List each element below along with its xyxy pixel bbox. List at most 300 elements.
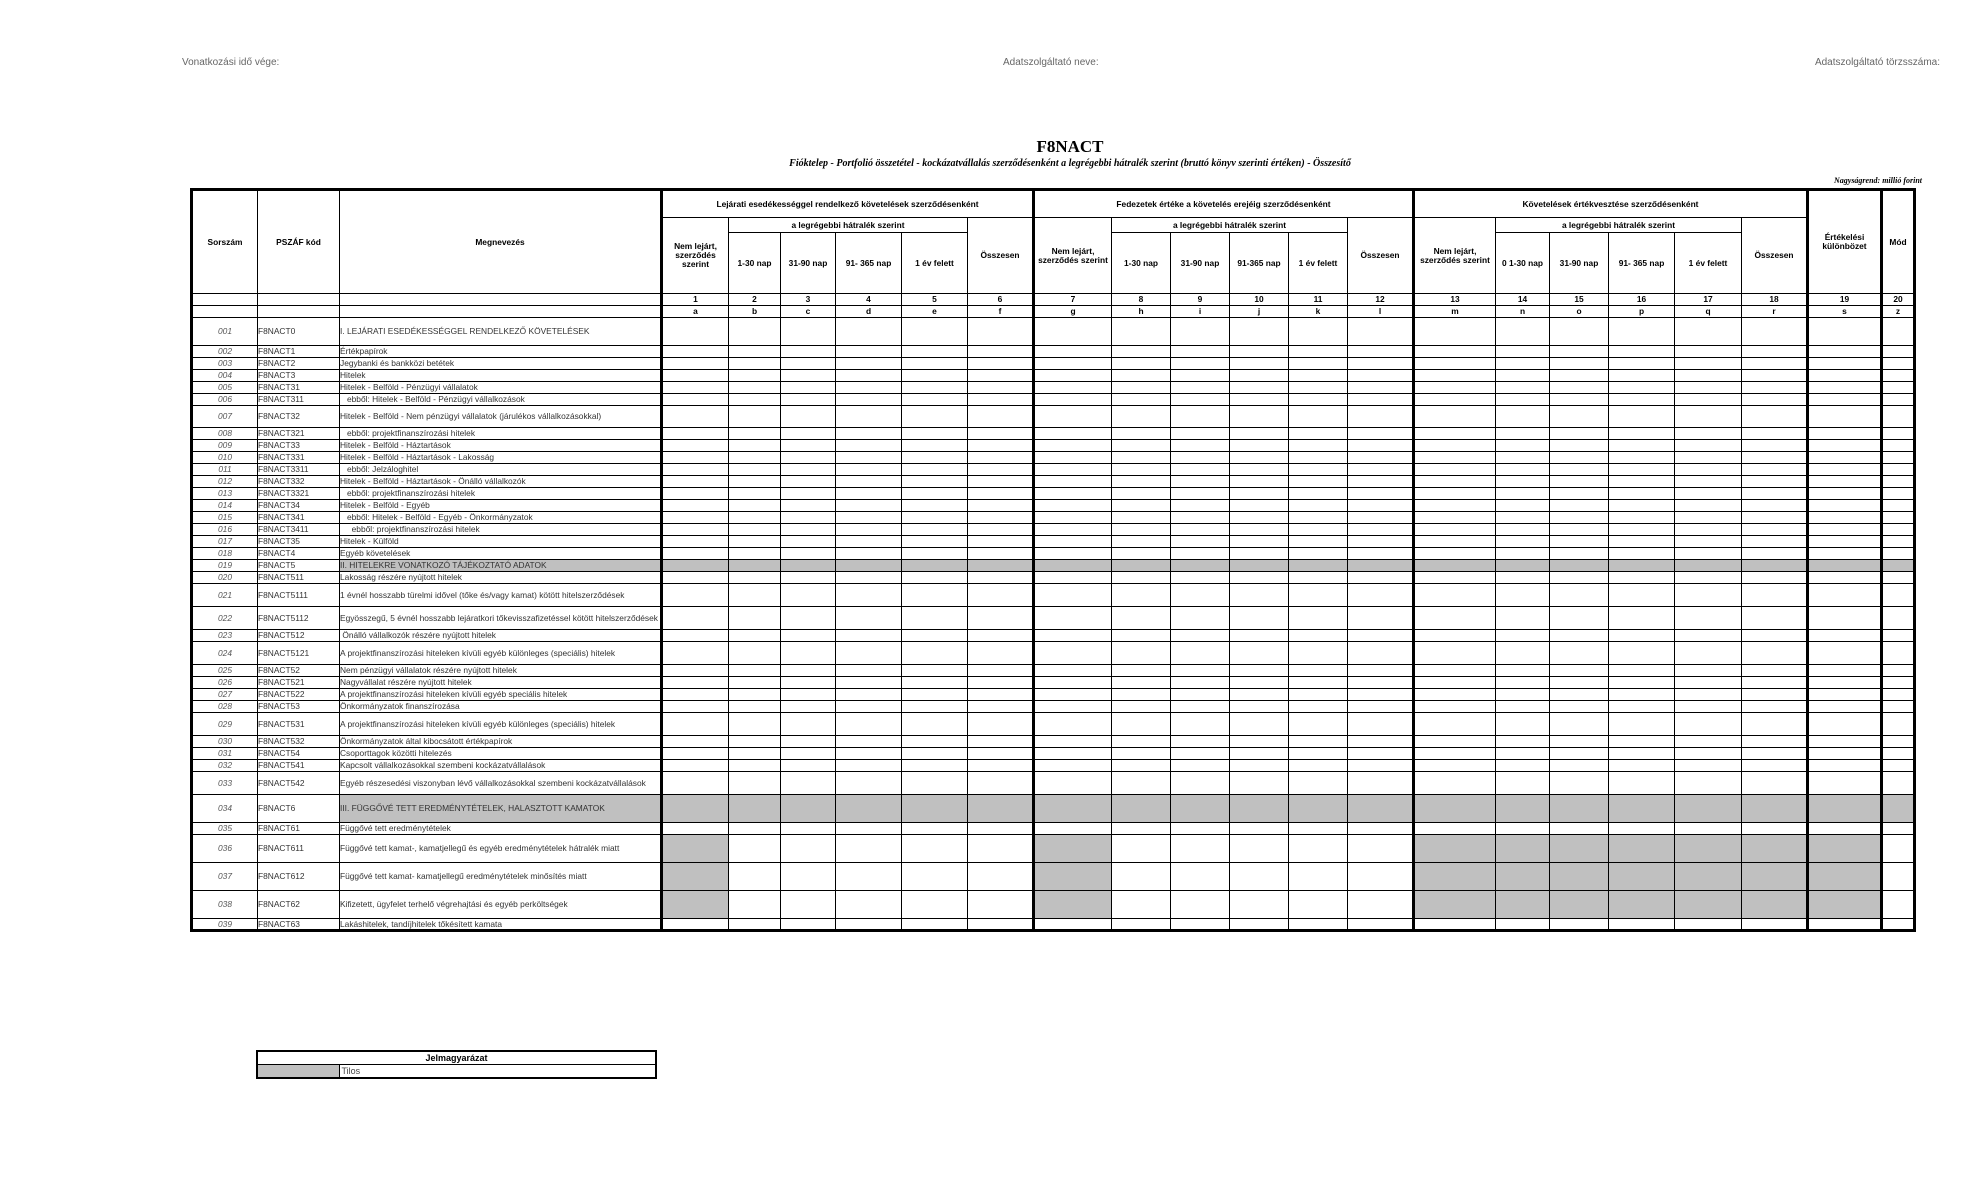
- input-cell[interactable]: [902, 488, 968, 500]
- input-cell[interactable]: [1348, 736, 1414, 748]
- input-cell[interactable]: [1289, 572, 1348, 584]
- input-cell[interactable]: [1112, 464, 1171, 476]
- input-cell[interactable]: [968, 760, 1034, 772]
- input-cell[interactable]: [1675, 370, 1742, 382]
- input-cell[interactable]: [1496, 919, 1550, 931]
- input-cell[interactable]: [1609, 919, 1675, 931]
- input-cell[interactable]: [1675, 394, 1742, 406]
- input-cell[interactable]: [1414, 512, 1496, 524]
- input-cell[interactable]: [729, 736, 781, 748]
- input-cell[interactable]: [729, 488, 781, 500]
- input-cell[interactable]: [1348, 394, 1414, 406]
- input-cell[interactable]: [1112, 689, 1171, 701]
- input-cell[interactable]: [1882, 665, 1915, 677]
- input-cell[interactable]: [1882, 772, 1915, 795]
- input-cell[interactable]: [662, 584, 729, 607]
- input-cell[interactable]: [1348, 536, 1414, 548]
- input-cell[interactable]: [1414, 677, 1496, 689]
- input-cell[interactable]: [1112, 835, 1171, 863]
- input-cell[interactable]: [1550, 701, 1609, 713]
- input-cell[interactable]: [1550, 382, 1609, 394]
- input-cell[interactable]: [1609, 318, 1675, 346]
- input-cell[interactable]: [1808, 488, 1882, 500]
- input-cell[interactable]: [1808, 382, 1882, 394]
- input-cell[interactable]: [1348, 382, 1414, 394]
- input-cell[interactable]: [729, 607, 781, 630]
- input-cell[interactable]: [836, 318, 902, 346]
- input-cell[interactable]: [902, 370, 968, 382]
- input-cell[interactable]: [1550, 428, 1609, 440]
- input-cell[interactable]: [1550, 536, 1609, 548]
- input-cell[interactable]: [1414, 548, 1496, 560]
- input-cell[interactable]: [1496, 464, 1550, 476]
- input-cell[interactable]: [1289, 642, 1348, 665]
- input-cell[interactable]: [1112, 382, 1171, 394]
- input-cell[interactable]: [968, 677, 1034, 689]
- input-cell[interactable]: [1882, 630, 1915, 642]
- input-cell[interactable]: [1742, 548, 1808, 560]
- input-cell[interactable]: [836, 835, 902, 863]
- input-cell[interactable]: [1742, 919, 1808, 931]
- input-cell[interactable]: [1034, 394, 1112, 406]
- input-cell[interactable]: [1289, 736, 1348, 748]
- input-cell[interactable]: [1550, 358, 1609, 370]
- input-cell[interactable]: [662, 642, 729, 665]
- input-cell[interactable]: [1112, 318, 1171, 346]
- input-cell[interactable]: [968, 584, 1034, 607]
- input-cell[interactable]: [662, 346, 729, 358]
- input-cell[interactable]: [1675, 346, 1742, 358]
- input-cell[interactable]: [968, 891, 1034, 919]
- input-cell[interactable]: [1034, 713, 1112, 736]
- input-cell[interactable]: [1808, 736, 1882, 748]
- input-cell[interactable]: [1675, 642, 1742, 665]
- input-cell[interactable]: [1230, 823, 1289, 835]
- input-cell[interactable]: [1742, 476, 1808, 488]
- input-cell[interactable]: [1808, 464, 1882, 476]
- input-cell[interactable]: [968, 835, 1034, 863]
- input-cell[interactable]: [836, 701, 902, 713]
- input-cell[interactable]: [1348, 346, 1414, 358]
- input-cell[interactable]: [902, 346, 968, 358]
- input-cell[interactable]: [729, 318, 781, 346]
- input-cell[interactable]: [1112, 701, 1171, 713]
- input-cell[interactable]: [1675, 607, 1742, 630]
- input-cell[interactable]: [1675, 500, 1742, 512]
- input-cell[interactable]: [836, 630, 902, 642]
- input-cell[interactable]: [1230, 406, 1289, 428]
- input-cell[interactable]: [729, 476, 781, 488]
- input-cell[interactable]: [1112, 346, 1171, 358]
- input-cell[interactable]: [1550, 823, 1609, 835]
- input-cell[interactable]: [1112, 772, 1171, 795]
- input-cell[interactable]: [1112, 665, 1171, 677]
- input-cell[interactable]: [1230, 452, 1289, 464]
- input-cell[interactable]: [1882, 701, 1915, 713]
- input-cell[interactable]: [902, 464, 968, 476]
- input-cell[interactable]: [1550, 548, 1609, 560]
- input-cell[interactable]: [1289, 607, 1348, 630]
- input-cell[interactable]: [1348, 584, 1414, 607]
- input-cell[interactable]: [1348, 500, 1414, 512]
- input-cell[interactable]: [1414, 536, 1496, 548]
- input-cell[interactable]: [1742, 488, 1808, 500]
- input-cell[interactable]: [729, 370, 781, 382]
- input-cell[interactable]: [1289, 524, 1348, 536]
- input-cell[interactable]: [1112, 428, 1171, 440]
- input-cell[interactable]: [1112, 713, 1171, 736]
- input-cell[interactable]: [968, 382, 1034, 394]
- input-cell[interactable]: [1112, 512, 1171, 524]
- input-cell[interactable]: [1808, 713, 1882, 736]
- input-cell[interactable]: [1742, 630, 1808, 642]
- input-cell[interactable]: [1808, 919, 1882, 931]
- input-cell[interactable]: [836, 607, 902, 630]
- input-cell[interactable]: [968, 736, 1034, 748]
- input-cell[interactable]: [1675, 572, 1742, 584]
- input-cell[interactable]: [902, 630, 968, 642]
- input-cell[interactable]: [1348, 689, 1414, 701]
- input-cell[interactable]: [1496, 524, 1550, 536]
- input-cell[interactable]: [1882, 382, 1915, 394]
- input-cell[interactable]: [1882, 607, 1915, 630]
- input-cell[interactable]: [968, 358, 1034, 370]
- input-cell[interactable]: [1034, 736, 1112, 748]
- input-cell[interactable]: [1675, 665, 1742, 677]
- input-cell[interactable]: [1675, 677, 1742, 689]
- input-cell[interactable]: [1496, 370, 1550, 382]
- input-cell[interactable]: [1496, 548, 1550, 560]
- input-cell[interactable]: [1550, 748, 1609, 760]
- input-cell[interactable]: [1675, 464, 1742, 476]
- input-cell[interactable]: [1808, 748, 1882, 760]
- input-cell[interactable]: [1034, 665, 1112, 677]
- input-cell[interactable]: [1171, 772, 1230, 795]
- input-cell[interactable]: [1414, 346, 1496, 358]
- input-cell[interactable]: [1230, 370, 1289, 382]
- input-cell[interactable]: [1675, 524, 1742, 536]
- input-cell[interactable]: [836, 689, 902, 701]
- input-cell[interactable]: [1496, 748, 1550, 760]
- input-cell[interactable]: [1034, 464, 1112, 476]
- input-cell[interactable]: [1550, 318, 1609, 346]
- input-cell[interactable]: [1675, 512, 1742, 524]
- input-cell[interactable]: [968, 488, 1034, 500]
- input-cell[interactable]: [1112, 891, 1171, 919]
- input-cell[interactable]: [1882, 823, 1915, 835]
- input-cell[interactable]: [1808, 772, 1882, 795]
- input-cell[interactable]: [1171, 863, 1230, 891]
- input-cell[interactable]: [1414, 476, 1496, 488]
- input-cell[interactable]: [1675, 358, 1742, 370]
- input-cell[interactable]: [902, 476, 968, 488]
- input-cell[interactable]: [1289, 476, 1348, 488]
- input-cell[interactable]: [1550, 464, 1609, 476]
- input-cell[interactable]: [1742, 428, 1808, 440]
- input-cell[interactable]: [1550, 584, 1609, 607]
- input-cell[interactable]: [1882, 919, 1915, 931]
- input-cell[interactable]: [729, 772, 781, 795]
- input-cell[interactable]: [1171, 382, 1230, 394]
- input-cell[interactable]: [781, 512, 836, 524]
- input-cell[interactable]: [902, 642, 968, 665]
- input-cell[interactable]: [1550, 500, 1609, 512]
- input-cell[interactable]: [1230, 713, 1289, 736]
- input-cell[interactable]: [1171, 642, 1230, 665]
- input-cell[interactable]: [1034, 440, 1112, 452]
- input-cell[interactable]: [662, 823, 729, 835]
- input-cell[interactable]: [1609, 394, 1675, 406]
- input-cell[interactable]: [1348, 677, 1414, 689]
- input-cell[interactable]: [1348, 476, 1414, 488]
- input-cell[interactable]: [836, 428, 902, 440]
- input-cell[interactable]: [781, 584, 836, 607]
- input-cell[interactable]: [1112, 584, 1171, 607]
- input-cell[interactable]: [1289, 584, 1348, 607]
- input-cell[interactable]: [1348, 512, 1414, 524]
- input-cell[interactable]: [902, 677, 968, 689]
- input-cell[interactable]: [1882, 891, 1915, 919]
- input-cell[interactable]: [1742, 748, 1808, 760]
- input-cell[interactable]: [1414, 370, 1496, 382]
- input-cell[interactable]: [1675, 382, 1742, 394]
- input-cell[interactable]: [836, 584, 902, 607]
- input-cell[interactable]: [1675, 428, 1742, 440]
- input-cell[interactable]: [1289, 394, 1348, 406]
- input-cell[interactable]: [1171, 512, 1230, 524]
- input-cell[interactable]: [729, 394, 781, 406]
- input-cell[interactable]: [1742, 464, 1808, 476]
- input-cell[interactable]: [968, 630, 1034, 642]
- input-cell[interactable]: [781, 440, 836, 452]
- input-cell[interactable]: [729, 428, 781, 440]
- input-cell[interactable]: [1414, 394, 1496, 406]
- input-cell[interactable]: [1171, 536, 1230, 548]
- input-cell[interactable]: [1112, 476, 1171, 488]
- input-cell[interactable]: [1034, 772, 1112, 795]
- input-cell[interactable]: [968, 370, 1034, 382]
- input-cell[interactable]: [662, 512, 729, 524]
- input-cell[interactable]: [902, 748, 968, 760]
- input-cell[interactable]: [1808, 689, 1882, 701]
- input-cell[interactable]: [1808, 370, 1882, 382]
- input-cell[interactable]: [1496, 572, 1550, 584]
- input-cell[interactable]: [1171, 677, 1230, 689]
- input-cell[interactable]: [1808, 584, 1882, 607]
- input-cell[interactable]: [1230, 665, 1289, 677]
- input-cell[interactable]: [968, 919, 1034, 931]
- input-cell[interactable]: [1808, 642, 1882, 665]
- input-cell[interactable]: [902, 318, 968, 346]
- input-cell[interactable]: [1609, 572, 1675, 584]
- input-cell[interactable]: [1348, 642, 1414, 665]
- input-cell[interactable]: [781, 630, 836, 642]
- input-cell[interactable]: [1112, 760, 1171, 772]
- input-cell[interactable]: [1230, 440, 1289, 452]
- input-cell[interactable]: [968, 394, 1034, 406]
- input-cell[interactable]: [729, 512, 781, 524]
- input-cell[interactable]: [1171, 630, 1230, 642]
- input-cell[interactable]: [1348, 760, 1414, 772]
- input-cell[interactable]: [902, 536, 968, 548]
- input-cell[interactable]: [1882, 358, 1915, 370]
- input-cell[interactable]: [781, 665, 836, 677]
- input-cell[interactable]: [902, 713, 968, 736]
- input-cell[interactable]: [1034, 630, 1112, 642]
- input-cell[interactable]: [836, 772, 902, 795]
- input-cell[interactable]: [1230, 524, 1289, 536]
- input-cell[interactable]: [1882, 476, 1915, 488]
- input-cell[interactable]: [1742, 536, 1808, 548]
- input-cell[interactable]: [836, 760, 902, 772]
- input-cell[interactable]: [1414, 642, 1496, 665]
- input-cell[interactable]: [1550, 665, 1609, 677]
- input-cell[interactable]: [1414, 748, 1496, 760]
- input-cell[interactable]: [1171, 500, 1230, 512]
- input-cell[interactable]: [902, 760, 968, 772]
- input-cell[interactable]: [1348, 524, 1414, 536]
- input-cell[interactable]: [1230, 863, 1289, 891]
- input-cell[interactable]: [836, 500, 902, 512]
- input-cell[interactable]: [968, 452, 1034, 464]
- input-cell[interactable]: [1171, 607, 1230, 630]
- input-cell[interactable]: [1034, 572, 1112, 584]
- input-cell[interactable]: [902, 382, 968, 394]
- input-cell[interactable]: [836, 677, 902, 689]
- input-cell[interactable]: [1034, 476, 1112, 488]
- input-cell[interactable]: [902, 689, 968, 701]
- input-cell[interactable]: [836, 464, 902, 476]
- input-cell[interactable]: [1112, 488, 1171, 500]
- input-cell[interactable]: [1675, 318, 1742, 346]
- input-cell[interactable]: [729, 358, 781, 370]
- input-cell[interactable]: [1230, 677, 1289, 689]
- input-cell[interactable]: [781, 370, 836, 382]
- input-cell[interactable]: [1742, 512, 1808, 524]
- input-cell[interactable]: [1034, 677, 1112, 689]
- input-cell[interactable]: [1171, 346, 1230, 358]
- input-cell[interactable]: [1496, 346, 1550, 358]
- input-cell[interactable]: [1289, 823, 1348, 835]
- input-cell[interactable]: [1348, 572, 1414, 584]
- input-cell[interactable]: [836, 440, 902, 452]
- input-cell[interactable]: [1742, 500, 1808, 512]
- input-cell[interactable]: [1496, 701, 1550, 713]
- input-cell[interactable]: [968, 476, 1034, 488]
- input-cell[interactable]: [1742, 713, 1808, 736]
- input-cell[interactable]: [1112, 677, 1171, 689]
- input-cell[interactable]: [1742, 823, 1808, 835]
- input-cell[interactable]: [1882, 500, 1915, 512]
- input-cell[interactable]: [1230, 572, 1289, 584]
- input-cell[interactable]: [968, 748, 1034, 760]
- input-cell[interactable]: [662, 607, 729, 630]
- input-cell[interactable]: [1496, 677, 1550, 689]
- input-cell[interactable]: [1609, 677, 1675, 689]
- input-cell[interactable]: [1348, 358, 1414, 370]
- input-cell[interactable]: [1882, 406, 1915, 428]
- input-cell[interactable]: [1882, 524, 1915, 536]
- input-cell[interactable]: [1414, 524, 1496, 536]
- input-cell[interactable]: [781, 701, 836, 713]
- input-cell[interactable]: [1882, 536, 1915, 548]
- input-cell[interactable]: [1742, 358, 1808, 370]
- input-cell[interactable]: [1675, 476, 1742, 488]
- input-cell[interactable]: [1289, 677, 1348, 689]
- input-cell[interactable]: [1414, 607, 1496, 630]
- input-cell[interactable]: [1882, 736, 1915, 748]
- input-cell[interactable]: [836, 665, 902, 677]
- input-cell[interactable]: [1230, 689, 1289, 701]
- input-cell[interactable]: [1609, 642, 1675, 665]
- input-cell[interactable]: [1742, 701, 1808, 713]
- input-cell[interactable]: [1414, 772, 1496, 795]
- input-cell[interactable]: [1112, 630, 1171, 642]
- input-cell[interactable]: [1034, 642, 1112, 665]
- input-cell[interactable]: [836, 346, 902, 358]
- input-cell[interactable]: [1289, 452, 1348, 464]
- input-cell[interactable]: [1112, 748, 1171, 760]
- input-cell[interactable]: [1550, 476, 1609, 488]
- input-cell[interactable]: [1742, 760, 1808, 772]
- input-cell[interactable]: [1808, 572, 1882, 584]
- input-cell[interactable]: [1230, 835, 1289, 863]
- input-cell[interactable]: [729, 524, 781, 536]
- input-cell[interactable]: [1414, 713, 1496, 736]
- input-cell[interactable]: [1609, 701, 1675, 713]
- input-cell[interactable]: [1034, 701, 1112, 713]
- input-cell[interactable]: [1742, 452, 1808, 464]
- input-cell[interactable]: [902, 572, 968, 584]
- input-cell[interactable]: [1609, 428, 1675, 440]
- input-cell[interactable]: [1675, 488, 1742, 500]
- input-cell[interactable]: [662, 536, 729, 548]
- input-cell[interactable]: [1112, 919, 1171, 931]
- input-cell[interactable]: [1348, 406, 1414, 428]
- input-cell[interactable]: [1550, 713, 1609, 736]
- input-cell[interactable]: [1034, 370, 1112, 382]
- input-cell[interactable]: [902, 406, 968, 428]
- input-cell[interactable]: [1808, 452, 1882, 464]
- input-cell[interactable]: [1742, 642, 1808, 665]
- input-cell[interactable]: [1496, 428, 1550, 440]
- input-cell[interactable]: [836, 642, 902, 665]
- input-cell[interactable]: [781, 863, 836, 891]
- input-cell[interactable]: [662, 736, 729, 748]
- input-cell[interactable]: [1112, 642, 1171, 665]
- input-cell[interactable]: [729, 689, 781, 701]
- input-cell[interactable]: [1348, 464, 1414, 476]
- input-cell[interactable]: [1496, 642, 1550, 665]
- input-cell[interactable]: [662, 464, 729, 476]
- input-cell[interactable]: [729, 919, 781, 931]
- input-cell[interactable]: [1414, 428, 1496, 440]
- input-cell[interactable]: [836, 382, 902, 394]
- input-cell[interactable]: [729, 584, 781, 607]
- input-cell[interactable]: [1034, 607, 1112, 630]
- input-cell[interactable]: [1348, 919, 1414, 931]
- input-cell[interactable]: [781, 358, 836, 370]
- input-cell[interactable]: [1609, 440, 1675, 452]
- input-cell[interactable]: [662, 406, 729, 428]
- input-cell[interactable]: [1230, 642, 1289, 665]
- input-cell[interactable]: [1675, 736, 1742, 748]
- input-cell[interactable]: [1675, 452, 1742, 464]
- input-cell[interactable]: [1742, 382, 1808, 394]
- input-cell[interactable]: [781, 452, 836, 464]
- input-cell[interactable]: [1808, 358, 1882, 370]
- input-cell[interactable]: [1808, 476, 1882, 488]
